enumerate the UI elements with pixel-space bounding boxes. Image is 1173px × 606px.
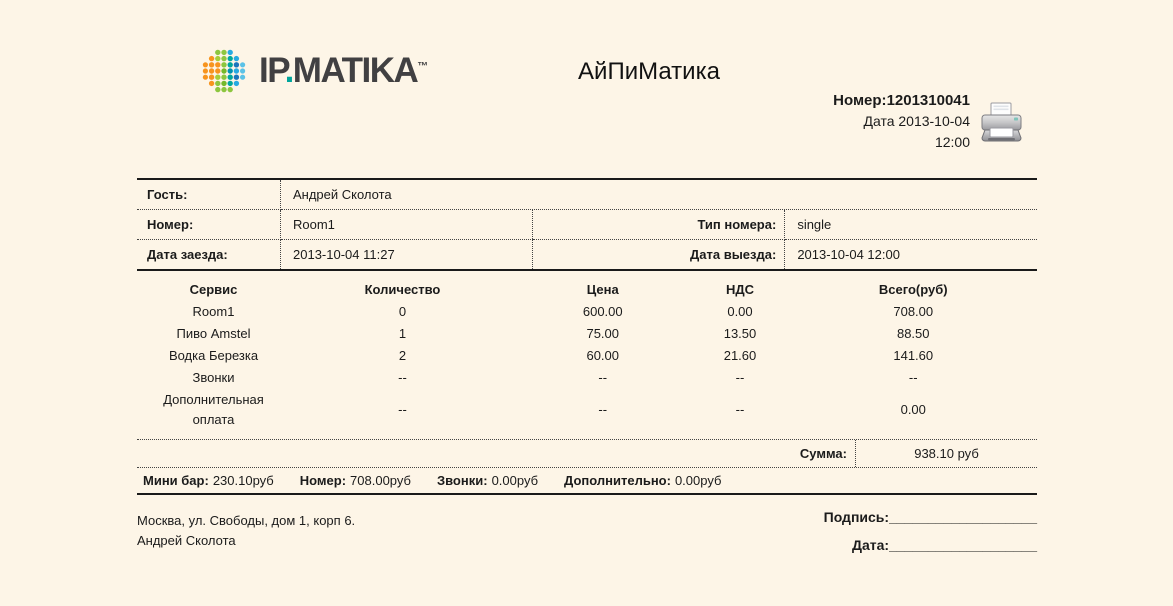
trademark-symbol: ™ <box>417 60 429 73</box>
guest-label: Гость: <box>137 179 281 210</box>
service-price: 60.00 <box>586 348 620 363</box>
invoice-meta <box>833 90 1025 153</box>
table-row <box>137 210 1037 240</box>
signature-line <box>824 509 1037 525</box>
invoice-document <box>137 0 1037 553</box>
total-room <box>300 473 411 488</box>
sum-value: 938.10 руб <box>855 440 1037 467</box>
service-total: -- <box>908 370 918 385</box>
services-header-row <box>137 279 1037 301</box>
service-qty: -- <box>398 370 407 385</box>
table-row <box>137 323 1037 345</box>
ipmatika-logo <box>197 44 428 98</box>
total-label: Номер: <box>299 473 347 488</box>
logo-dot: . <box>284 51 293 90</box>
checkout-label: Дата выезда: <box>533 240 785 271</box>
total-value: 708.00руб <box>350 473 411 488</box>
invoice-date: Дата 2013-10-04 <box>863 113 970 129</box>
services-table <box>137 279 1037 431</box>
total-minibar <box>143 473 274 488</box>
table-row <box>137 240 1037 271</box>
service-vat: 0.00 <box>727 304 753 319</box>
page-title: АйПиМатика <box>578 58 720 85</box>
total-value: 0.00руб <box>674 473 722 488</box>
document-footer <box>137 507 1037 553</box>
service-vat: 21.60 <box>723 348 757 363</box>
service-vat: 13.50 <box>723 326 757 341</box>
service-qty: 1 <box>398 326 407 341</box>
service-qty: 2 <box>398 348 407 363</box>
hotel-address: Москва, ул. Свободы, дом 1, корп 6. <box>137 513 356 528</box>
signature-label: Подпись: <box>823 509 890 525</box>
table-row <box>137 389 1037 431</box>
signature-blank: ___________________ <box>889 509 1037 525</box>
service-qty: -- <box>398 402 407 417</box>
room-value: Room1 <box>281 210 533 240</box>
room-type-label: Тип номера: <box>533 210 785 240</box>
logo-matika: MATIKA <box>292 51 418 90</box>
service-total: 88.50 <box>896 326 930 341</box>
total-additional <box>564 473 721 488</box>
logo-wordmark <box>259 51 428 91</box>
service-total: 141.60 <box>893 348 934 363</box>
table-row <box>137 301 1037 323</box>
service-name: Водка Березка <box>168 348 259 363</box>
room-label: Номер: <box>137 210 281 240</box>
total-label: Дополнительно: <box>564 473 671 488</box>
column-header: НДС <box>725 282 755 297</box>
guest-info-table <box>137 178 1037 271</box>
invoice-number-label: Номер: <box>833 92 887 109</box>
guest-name-footer: Андрей Сколота <box>137 533 236 548</box>
service-total: 708.00 <box>893 304 934 319</box>
total-value: 230.10руб <box>212 473 274 488</box>
column-header: Количество <box>364 282 441 297</box>
printer-icon[interactable] <box>978 102 1025 146</box>
date-label: Дата: <box>851 537 890 553</box>
checkout-value: 2013-10-04 12:00 <box>797 247 900 262</box>
service-price: -- <box>598 370 608 385</box>
total-label: Звонки: <box>436 473 488 488</box>
invoice-time: 12:00 <box>934 134 970 150</box>
dotted-globe-icon <box>197 44 251 98</box>
column-header: Цена <box>586 282 619 297</box>
column-header: Всего(руб) <box>878 282 948 297</box>
total-label: Мини бар: <box>143 473 209 488</box>
table-row <box>137 345 1037 367</box>
sum-row <box>137 439 1037 468</box>
table-row <box>137 179 1037 210</box>
service-name: Пиво Amstel <box>176 326 251 341</box>
service-total: 0.00 <box>900 402 926 417</box>
invoice-number-value: 1201310041 <box>886 92 970 109</box>
room-type-value: single <box>785 210 1037 240</box>
service-price: -- <box>598 402 608 417</box>
service-name: Дополнительная оплата <box>163 392 264 427</box>
checkin-value: 2013-10-04 11:27 <box>293 247 395 262</box>
totals-row <box>137 468 1037 495</box>
service-name: Звонки <box>192 370 235 385</box>
invoice-number <box>833 90 970 111</box>
service-price: 600.00 <box>582 304 623 319</box>
total-calls <box>437 473 538 488</box>
document-header <box>137 0 1037 178</box>
total-value: 0.00руб <box>491 473 539 488</box>
service-vat: -- <box>735 402 745 417</box>
service-price: 75.00 <box>586 326 620 341</box>
sum-label: Сумма: <box>799 446 847 461</box>
date-line <box>824 537 1037 553</box>
service-qty: 0 <box>398 304 407 319</box>
service-name: Room1 <box>192 304 235 319</box>
logo-ip: IP <box>259 51 285 90</box>
table-row <box>137 367 1037 389</box>
guest-value: Андрей Сколота <box>281 179 1038 210</box>
service-vat: -- <box>735 370 745 385</box>
column-header: Сервис <box>189 282 238 297</box>
date-blank: ___________________ <box>889 537 1037 553</box>
checkin-label: Дата заезда: <box>137 240 281 271</box>
